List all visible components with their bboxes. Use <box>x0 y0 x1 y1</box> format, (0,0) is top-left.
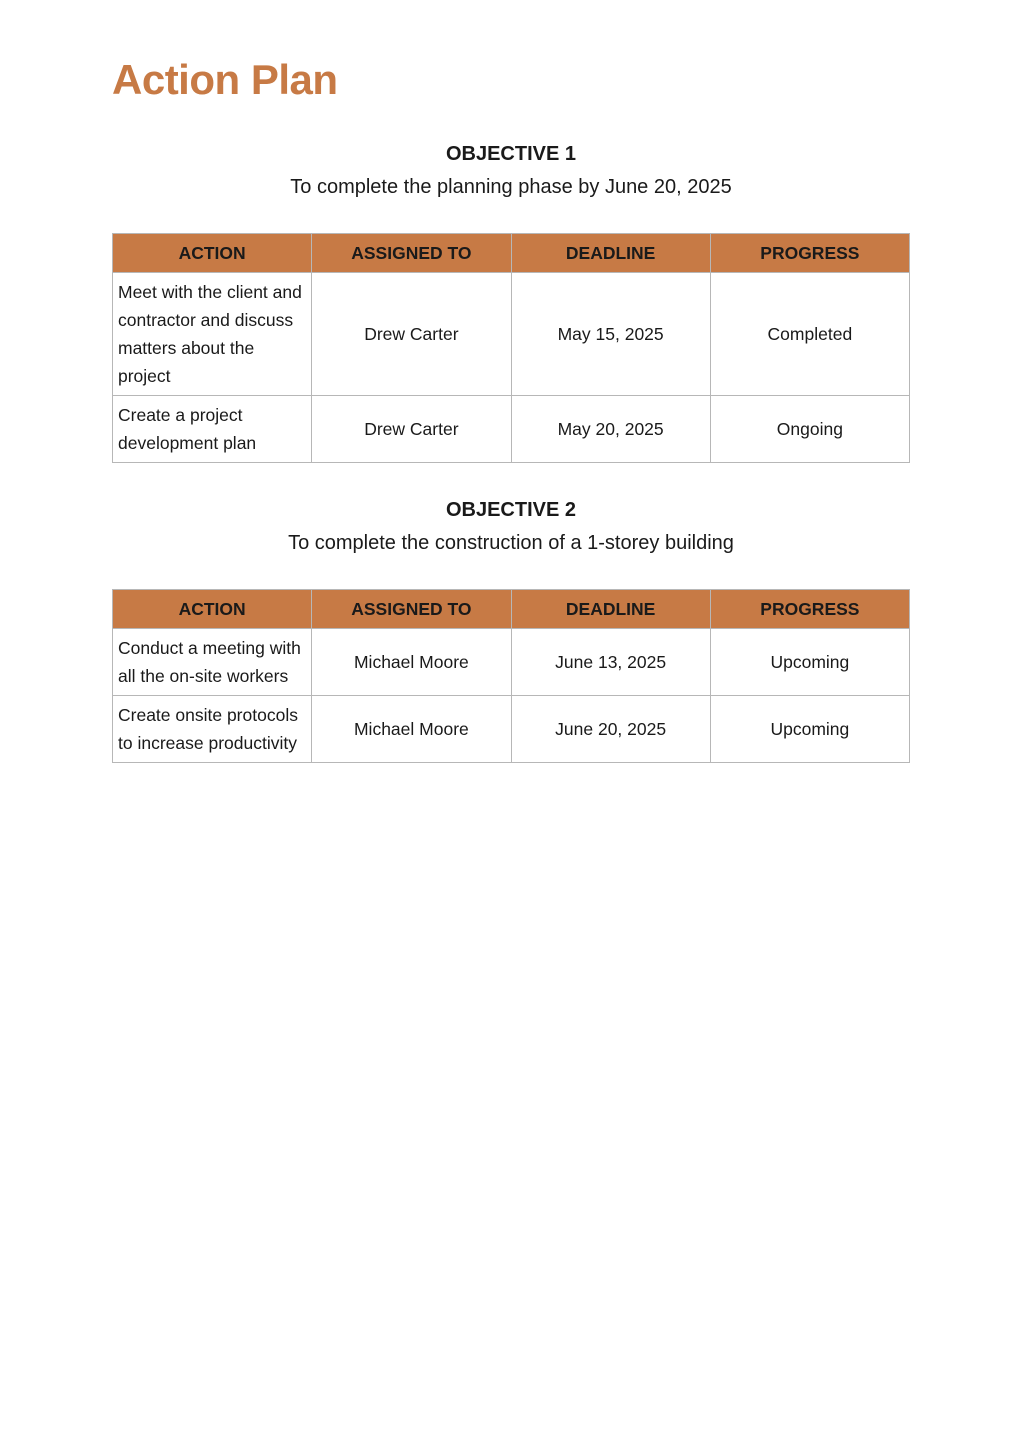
column-header-progress: PROGRESS <box>710 234 909 273</box>
action-cell: Create onsite protocols to increase productivity <box>113 696 312 763</box>
assigned-to-cell: Michael Moore <box>312 629 511 696</box>
table-row <box>113 629 910 696</box>
objective-heading: OBJECTIVE 1 <box>445 143 577 165</box>
action-cell: Create a project development plan <box>113 396 312 463</box>
column-header-progress: PROGRESS <box>710 590 909 629</box>
table-row <box>113 273 910 396</box>
objective-1-header <box>112 140 910 201</box>
table-row <box>113 396 910 463</box>
action-cell: Conduct a meeting with all the on-site workers <box>113 629 312 696</box>
column-header-assigned-to: ASSIGNED TO <box>312 590 511 629</box>
deadline-cell: June 20, 2025 <box>511 696 710 763</box>
column-header-assigned-to: ASSIGNED TO <box>312 234 511 273</box>
objective-description: To complete the construction of a 1-storey building <box>288 532 734 554</box>
column-header-deadline: DEADLINE <box>511 590 710 629</box>
objective-2-header <box>112 496 910 557</box>
deadline-cell: June 13, 2025 <box>511 629 710 696</box>
assigned-to-cell: Michael Moore <box>312 696 511 763</box>
column-header-action: ACTION <box>113 234 312 273</box>
column-header-deadline: DEADLINE <box>511 234 710 273</box>
progress-cell: Upcoming <box>710 629 909 696</box>
column-header-action: ACTION <box>113 590 312 629</box>
table-header-row <box>113 590 910 629</box>
objective-1-table <box>112 233 910 463</box>
assigned-to-cell: Drew Carter <box>312 396 511 463</box>
objective-heading: OBJECTIVE 2 <box>445 499 577 521</box>
progress-cell: Completed <box>710 273 909 396</box>
table-row <box>113 696 910 763</box>
action-cell: Meet with the client and contractor and discuss matters about the project <box>113 273 312 396</box>
objective-2-table <box>112 589 910 763</box>
assigned-to-cell: Drew Carter <box>312 273 511 396</box>
deadline-cell: May 15, 2025 <box>511 273 710 396</box>
deadline-cell: May 20, 2025 <box>511 396 710 463</box>
objective-description: To complete the planning phase by June 20, 2025 <box>290 176 732 198</box>
progress-cell: Ongoing <box>710 396 909 463</box>
progress-cell: Upcoming <box>710 696 909 763</box>
page-title: Action Plan <box>112 56 338 103</box>
table-header-row <box>113 234 910 273</box>
